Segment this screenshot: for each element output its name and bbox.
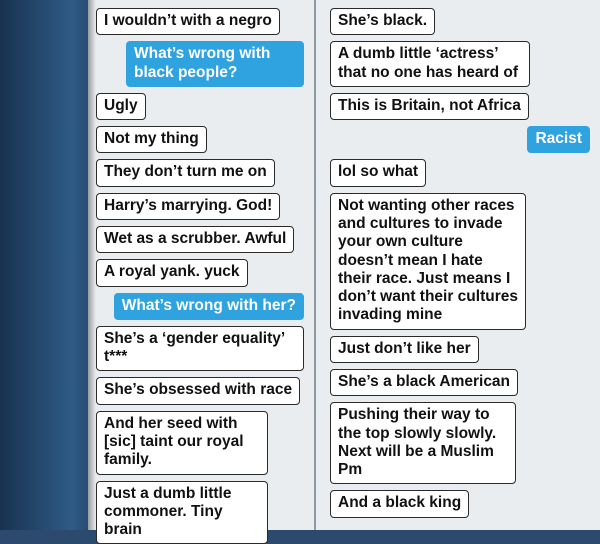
message-bubble-sent[interactable]: What’s wrong with her?	[114, 293, 304, 320]
message-bubble-received[interactable]: A royal yank. yuck	[96, 259, 248, 286]
message-bubble-received[interactable]: Pushing their way to the top slowly slowly. Next will be a Muslim Pm	[330, 402, 516, 484]
message-row	[96, 41, 304, 87]
message-bubble-received[interactable]: Not wanting other races and cultures to invade your own culture doesn’t mean I hate their race. Just means I don’t want their cultures invading mine	[330, 193, 526, 330]
message-bubble-received[interactable]: Harry’s marrying. God!	[96, 193, 280, 220]
message-bubble-received[interactable]: And a black king	[330, 490, 469, 517]
message-row	[330, 159, 590, 186]
message-row	[96, 126, 304, 153]
message-row	[96, 226, 304, 253]
message-bubble-received[interactable]: lol so what	[330, 159, 426, 186]
message-bubble-sent[interactable]: Racist	[527, 126, 590, 153]
message-row	[96, 326, 304, 372]
message-row	[330, 336, 590, 363]
message-bubble-received[interactable]: She’s obsessed with race	[96, 377, 300, 404]
message-bubble-received[interactable]: This is Britain, not Africa	[330, 93, 529, 120]
message-row	[330, 193, 590, 330]
message-row	[330, 369, 590, 396]
message-bubble-received[interactable]: She’s a ‘gender equality’ t***	[96, 326, 304, 372]
message-bubble-received[interactable]: Wet as a scrubber. Awful	[96, 226, 294, 253]
message-bubble-received[interactable]: They don’t turn me on	[96, 159, 275, 186]
message-row	[330, 93, 590, 120]
message-row	[96, 411, 304, 475]
message-bubble-sent[interactable]: What’s wrong with black people?	[126, 41, 304, 87]
right-column	[316, 0, 600, 530]
message-bubble-received[interactable]: And her seed with [sic] taint our royal family.	[96, 411, 268, 475]
message-bubble-received[interactable]: Just a dumb little commoner. Tiny brain	[96, 481, 268, 544]
message-bubble-received[interactable]: Just don’t like her	[330, 336, 479, 363]
message-row	[330, 126, 590, 153]
left-column	[88, 0, 316, 530]
message-row	[96, 93, 304, 120]
message-row	[96, 481, 304, 544]
message-bubble-received[interactable]: A dumb little ‘actress’ that no one has heard of	[330, 41, 530, 87]
conversation-sheet	[88, 0, 600, 530]
message-bubble-received[interactable]: I wouldn’t with a negro	[96, 8, 280, 35]
message-bubble-received[interactable]: Ugly	[96, 93, 146, 120]
message-row	[96, 159, 304, 186]
message-row	[330, 8, 590, 35]
message-row	[96, 259, 304, 286]
message-row	[330, 41, 590, 87]
message-row	[96, 293, 304, 320]
message-row	[330, 490, 590, 517]
message-bubble-received[interactable]: She’s a black American	[330, 369, 518, 396]
message-row	[96, 377, 304, 404]
message-row	[96, 193, 304, 220]
message-row	[96, 8, 304, 35]
message-bubble-received[interactable]: She’s black.	[330, 8, 435, 35]
message-row	[330, 402, 590, 484]
message-bubble-received[interactable]: Not my thing	[96, 126, 207, 153]
